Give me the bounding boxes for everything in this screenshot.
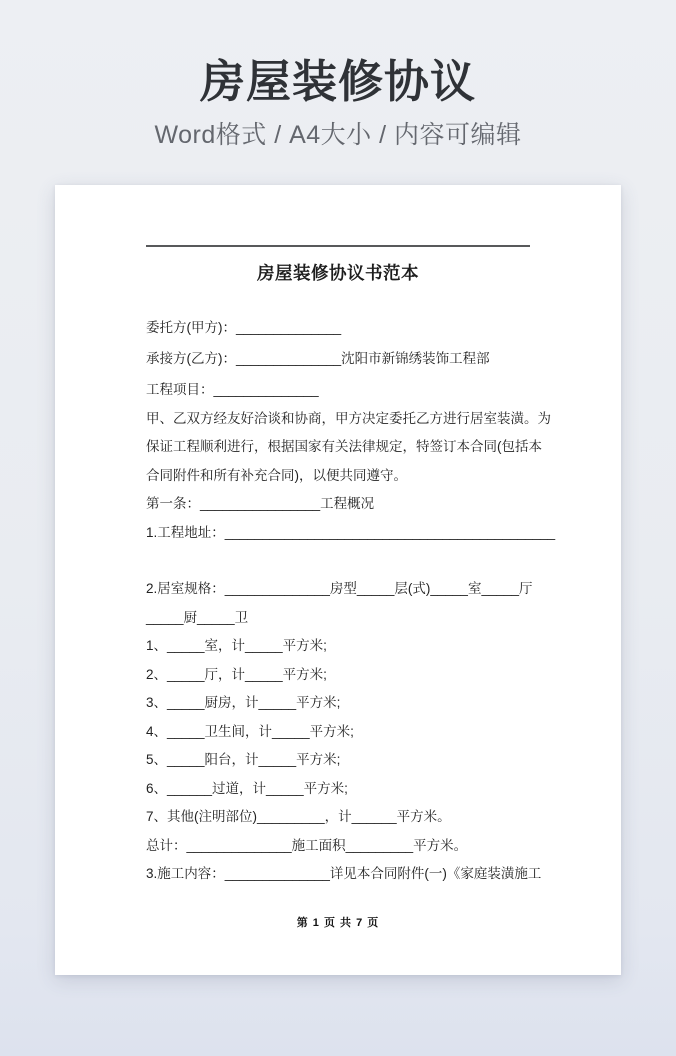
doc-line: 7、其他(注明部位)_________，计______平方米。 [146,809,451,825]
banner [0,0,676,151]
doc-line: 5、_____阳台，计_____平方米; [146,752,341,768]
page-subtitle: Word格式 / A4大小 / 内容可编辑 [154,120,522,149]
document-top-rule [146,245,530,247]
doc-line: _____厨_____卫 [146,609,249,625]
page-number-footer: 第 1 页 共 7 页 [296,916,380,929]
doc-line: 1.工程地址：____________________________________________ [146,524,556,540]
doc-line: 总计：______________施工面积_________平方米。 [146,837,468,853]
doc-line: 委托方(甲方)：______________ [146,319,342,335]
doc-line: 合同附件和所有补充合同)，以便共同遵守。 [146,467,407,483]
doc-line: 承接方(乙方)：______________沈阳市新锦绣装饰工程部 [146,350,490,366]
doc-line: 第一条：________________工程概况 [146,496,375,512]
doc-line: 工程项目：______________ [146,381,319,397]
doc-line: 6、______过道，计_____平方米; [146,780,348,796]
doc-line: 1、_____室，计_____平方米; [146,638,327,654]
document-body [146,312,556,889]
doc-line: 3、_____厨房，计_____平方米; [146,695,341,711]
doc-line: 3.施工内容：______________详见本合同附件(一)《家庭装潢施工 [146,866,542,882]
doc-line: 保证工程顺利进行，根据国家有关法律规定，特签订本合同(包括本 [146,439,542,455]
doc-line: 2、_____厅，计_____平方米; [146,666,327,682]
document-title: 房屋装修协议书范本 [257,262,419,283]
document-page [55,185,621,975]
doc-line: 4、_____卫生间，计_____平方米; [146,723,354,739]
doc-line: 甲、乙双方经友好洽谈和协商，甲方决定委托乙方进行居室装潢。为 [146,410,551,426]
page-title: 房屋装修协议 [199,56,476,107]
doc-line: 2.居室规格：______________房型_____层(式)_____室_____厅 [146,581,533,597]
